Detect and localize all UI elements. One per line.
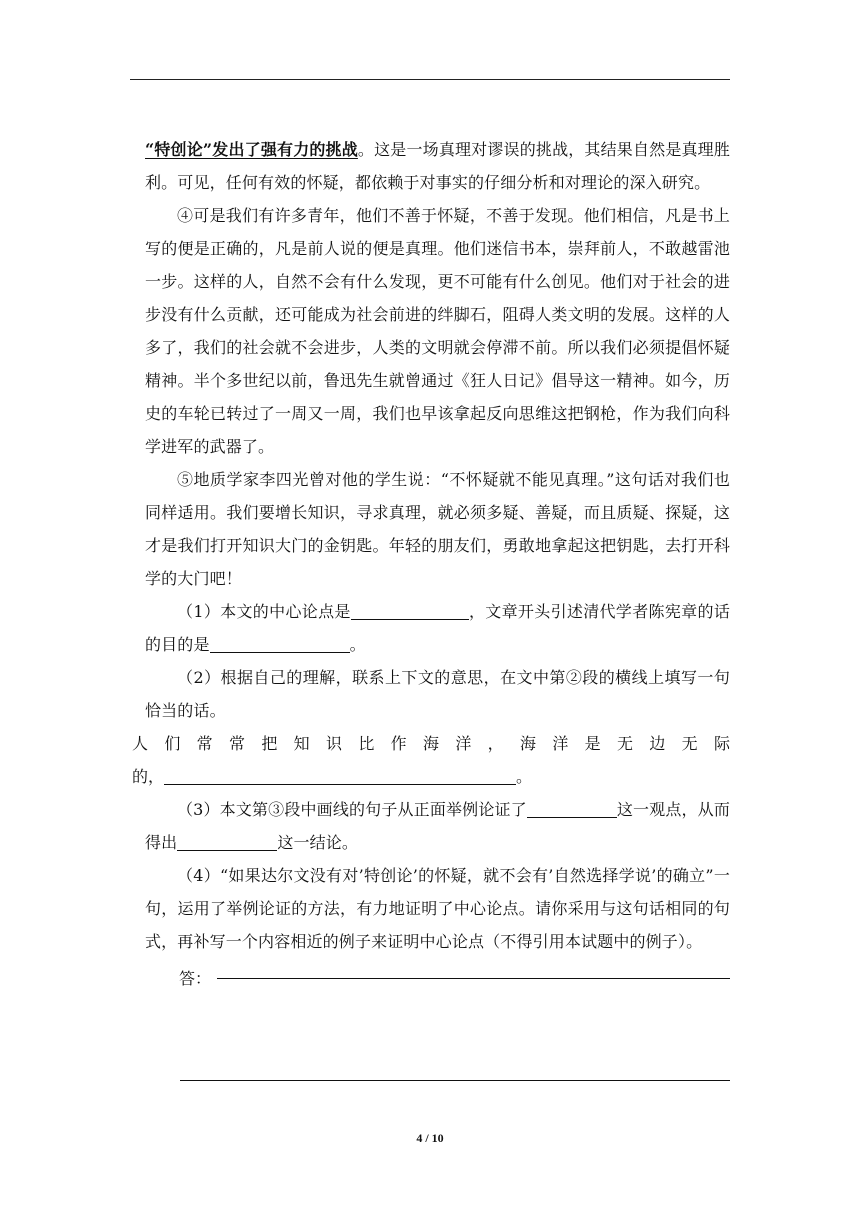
answer-blank-1a[interactable] [351,601,469,620]
header-rule [130,79,730,80]
answer-blank-3a[interactable] [527,799,617,818]
underlined-bold-phrase: “特创论”发出了强有力的挑战 [145,140,358,159]
paragraph-5: ⑤地质学家李四光曾对他的学生说：“不怀疑就不能见真理。”这句话对我们也同样适用。我们要增长知识，寻求真理，就必须多疑、善疑，而且质疑、探疑，这才是我们打开知识大门的金钥匙。年轻的朋友们，勇敢地拿起这把钥匙，去打开科学的大门吧！ [145,470,730,588]
answer-line-2[interactable] [180,1080,730,1081]
answer-blank-2[interactable] [164,766,516,785]
answer-line-1[interactable] [217,978,730,979]
question-2-fill-line-text: 人们常常把知识比作海洋，海洋是无边无际 [132,734,730,753]
question-3: （3）本文第③段中画线的句子从正面举例论证了 这一观点，从而得出 这一结论。 [145,800,730,852]
answer-blank-3b[interactable] [177,832,277,851]
page-number: 4 / 10 [416,1131,444,1145]
document-body [132,133,731,995]
paragraph-3-tail [145,133,730,199]
question-2-fill-line: 的， 。 [132,767,533,786]
question-2: （2）根据自己的理解，联系上下文的意思，在文中第②段的横线上填写一句恰当的话。 [145,668,730,720]
answer-label: 答： [179,969,212,988]
question-1: （1）本文的中心论点是 ，文章开头引述清代学者陈宪章的话的目的是 。 [145,602,730,654]
answer-row [145,962,730,995]
paragraph-3-rest: 。这是一场真理对谬误的挑战，其结果自然是真理胜利。可见，任何有效的怀疑，都依赖于对事实的仔细分析和对理论的深入研究。 [145,140,731,192]
answer-blank-1b[interactable] [210,634,350,653]
paragraph-4: ④可是我们有许多青年，他们不善于怀疑，不善于发现。他们相信，凡是书上写的便是正确的，凡是前人说的便是真理。他们迷信书本，崇拜前人，不敢越雷池一步。这样的人，自然不会有什么发现，更不可能有什么创见。他们对于社会的进步没有什么贡献，还可能成为社会前进的绊脚石，阻碍人类文明的发展。这样的人多了，我们的社会就不会进步，人类的文明就会停滞不前。所以我们必须提倡怀疑精神。半个多世纪以前，鲁迅先生就曾通过《狂人日记》倡导这一精神。如今，历史的车轮已转过了一周又一周，我们也早该拿起反向思维这把钢枪，作为我们向科学进军的武器了。 [145,206,730,456]
question-4: （4）“如果达尔文没有对’特创论’的怀疑，就不会有’自然选择学说’的确立”一句，运用了举例论证的方法，有力地证明了中心论点。请你采用与这句话相同的句式，再补写一个内容相近的例子来证明中心论点（不得引用本试题中的例子）。 [145,866,730,951]
